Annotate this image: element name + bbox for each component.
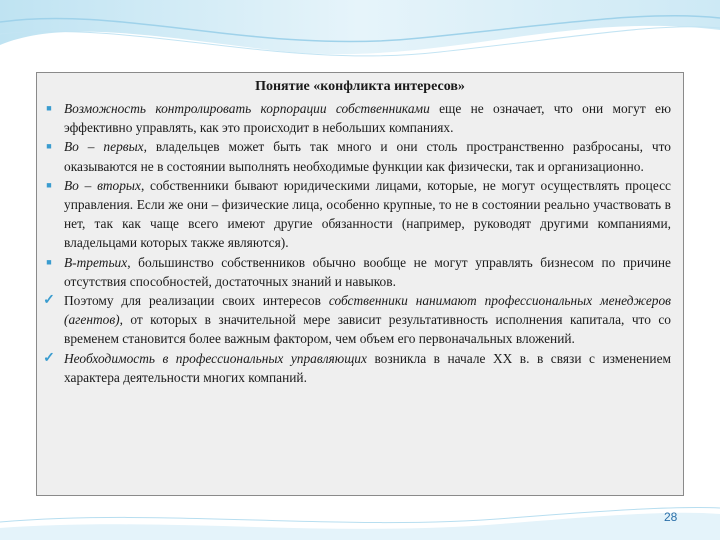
bullet-item <box>37 349 683 387</box>
italic-text: Возможность контролировать корпорации собственниками <box>64 101 430 116</box>
square-bullet-icon: ■ <box>46 141 52 152</box>
checkmark-icon: ✓ <box>43 350 55 366</box>
body-text: возникла в начале XX в. в связи с изменением характера деятельности многих компаний. <box>64 350 671 385</box>
body-text: , собственники бывают юридическими лицами, которые, не могут осуществлять процесс управления. Если же они – физические лица, особенно крупные, то не в состоянии реально участвовать в нет, так как чаще всего имеют другие обязанности (например, руководят другими компаниями, владельцами которых также являются). <box>64 177 671 251</box>
decorative-bottom-wave <box>0 498 720 540</box>
bullet-item <box>37 137 683 175</box>
bullet-item <box>37 291 683 349</box>
italic-text: Необходимость в профессиональных управляющих <box>64 350 367 366</box>
square-bullet-icon: ■ <box>46 103 52 113</box>
page-number: 28 <box>664 510 678 524</box>
square-bullet-icon: ■ <box>46 179 52 190</box>
decorative-top-wave <box>0 0 720 80</box>
body-text: еще не означает, что они могут ею эффективно управлять, как это происходит в небольших компаниях. <box>64 101 671 136</box>
content-box <box>36 72 684 496</box>
bullet-item <box>37 99 683 137</box>
body-text: Поэтому для реализации своих интересов <box>64 293 329 309</box>
body-text: , от которых в значительной мере зависит результативность исполнения капитала, что со временем становится более важным фактором, чем объем его первоначальных вложений. <box>64 312 671 347</box>
body-text: , владельцев может быть так много и они столь пространственно разбросаны, что оказываются не в состоянии выполнять необходимые функции как физически, так и организационно. <box>64 139 671 174</box>
italic-text: собственники нанимают профессиональных менеджеров (агентов) <box>64 293 671 328</box>
bullet-list <box>37 99 683 387</box>
italic-text: В-третьих <box>64 254 128 270</box>
italic-text: Во – первых <box>64 139 144 155</box>
square-bullet-icon: ■ <box>46 256 52 267</box>
body-text: , большинство собственников обычно вообще не могут управлять бизнесом по причине отсутствия способностей, достаточных знаний и навыков. <box>64 254 671 289</box>
bullet-item <box>37 253 683 291</box>
checkmark-icon: ✓ <box>43 293 55 309</box>
slide-title: Понятие «конфликта интересов» <box>255 79 465 94</box>
italic-text: Во – вторых <box>64 177 141 193</box>
bullet-item <box>37 176 683 253</box>
